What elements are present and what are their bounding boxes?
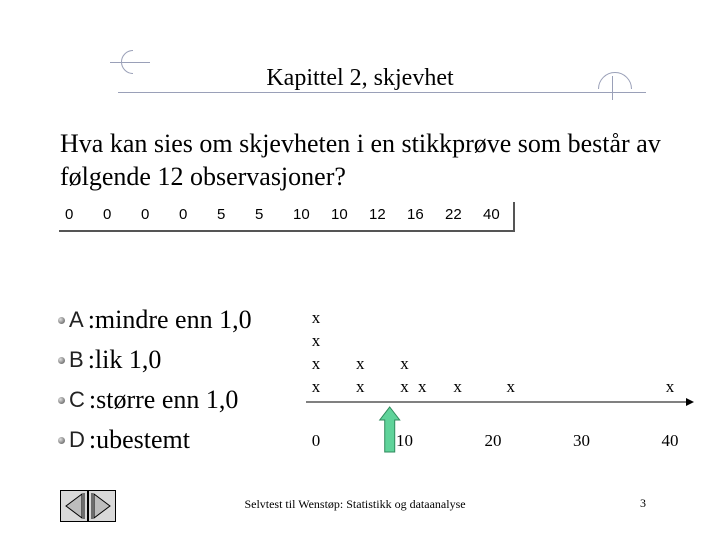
observation-cell: 16 <box>407 206 424 223</box>
slide-title: Kapittel 2, skjevhet <box>266 65 454 91</box>
option-text: :lik 1,0 <box>87 345 162 374</box>
dot-plot-x-mark: x <box>356 354 365 373</box>
dot-plot-x-mark: x <box>665 377 675 396</box>
dot-plot-x-mark: x <box>311 331 321 350</box>
option-text: :ubestemt <box>88 425 190 454</box>
dot-plot-x-mark: x <box>356 377 365 396</box>
observation-cell: 40 <box>483 206 500 223</box>
dot-plot-x-mark: x <box>453 377 462 396</box>
dot-plot-x-mark: x <box>311 308 321 327</box>
question-text: Hva kan sies om skjevheten i en stikkprøve som består av følgende 12 observasjoner? <box>60 129 661 191</box>
axis-tick-label: 0 <box>311 431 321 450</box>
dot-plot-x-mark: x <box>400 354 409 373</box>
option-letter: A <box>69 307 84 332</box>
dot-plot-x-mark: x <box>506 377 515 396</box>
dot-plot-ticks <box>312 431 679 450</box>
observation-cell: 0 <box>65 206 74 223</box>
observation-cell: 0 <box>103 206 112 223</box>
observation-cell: 5 <box>255 206 264 223</box>
page-number: 3 <box>640 496 646 510</box>
option-text: :mindre enn 1,0 <box>87 305 252 334</box>
option-letter: D <box>69 427 85 452</box>
nav-buttons <box>60 490 116 522</box>
axis-tick-label: 20 <box>484 431 502 450</box>
option-text: :større enn 1,0 <box>88 385 239 414</box>
observation-cell: 12 <box>369 206 386 223</box>
axis-tick-label: 30 <box>573 431 590 450</box>
option-letter: C <box>69 387 85 412</box>
observation-cell: 5 <box>217 206 226 223</box>
axis-arrowhead <box>686 398 694 406</box>
dot-plot-x-mark: x <box>400 377 409 396</box>
next-icon[interactable] <box>89 491 116 522</box>
observation-cell: 0 <box>141 206 150 223</box>
observation-cell: 10 <box>293 206 310 223</box>
option-letter: B <box>69 347 84 372</box>
dot-plot-x-mark: x <box>417 377 427 396</box>
axis-tick-label: 40 <box>661 431 679 450</box>
axis-tick-label: 10 <box>396 431 413 450</box>
observation-cell: 0 <box>179 206 188 223</box>
dot-plot-marks <box>312 308 675 396</box>
observation-cell: 22 <box>445 206 462 223</box>
observation-cell: 10 <box>331 206 348 223</box>
dot-plot-x-mark: x <box>311 377 321 396</box>
prev-icon[interactable] <box>61 491 88 522</box>
dot-plot-x-mark: x <box>311 354 321 373</box>
footer-text: Selvtest til Wenstøp: Statistikk og dataanalyse <box>244 497 466 511</box>
